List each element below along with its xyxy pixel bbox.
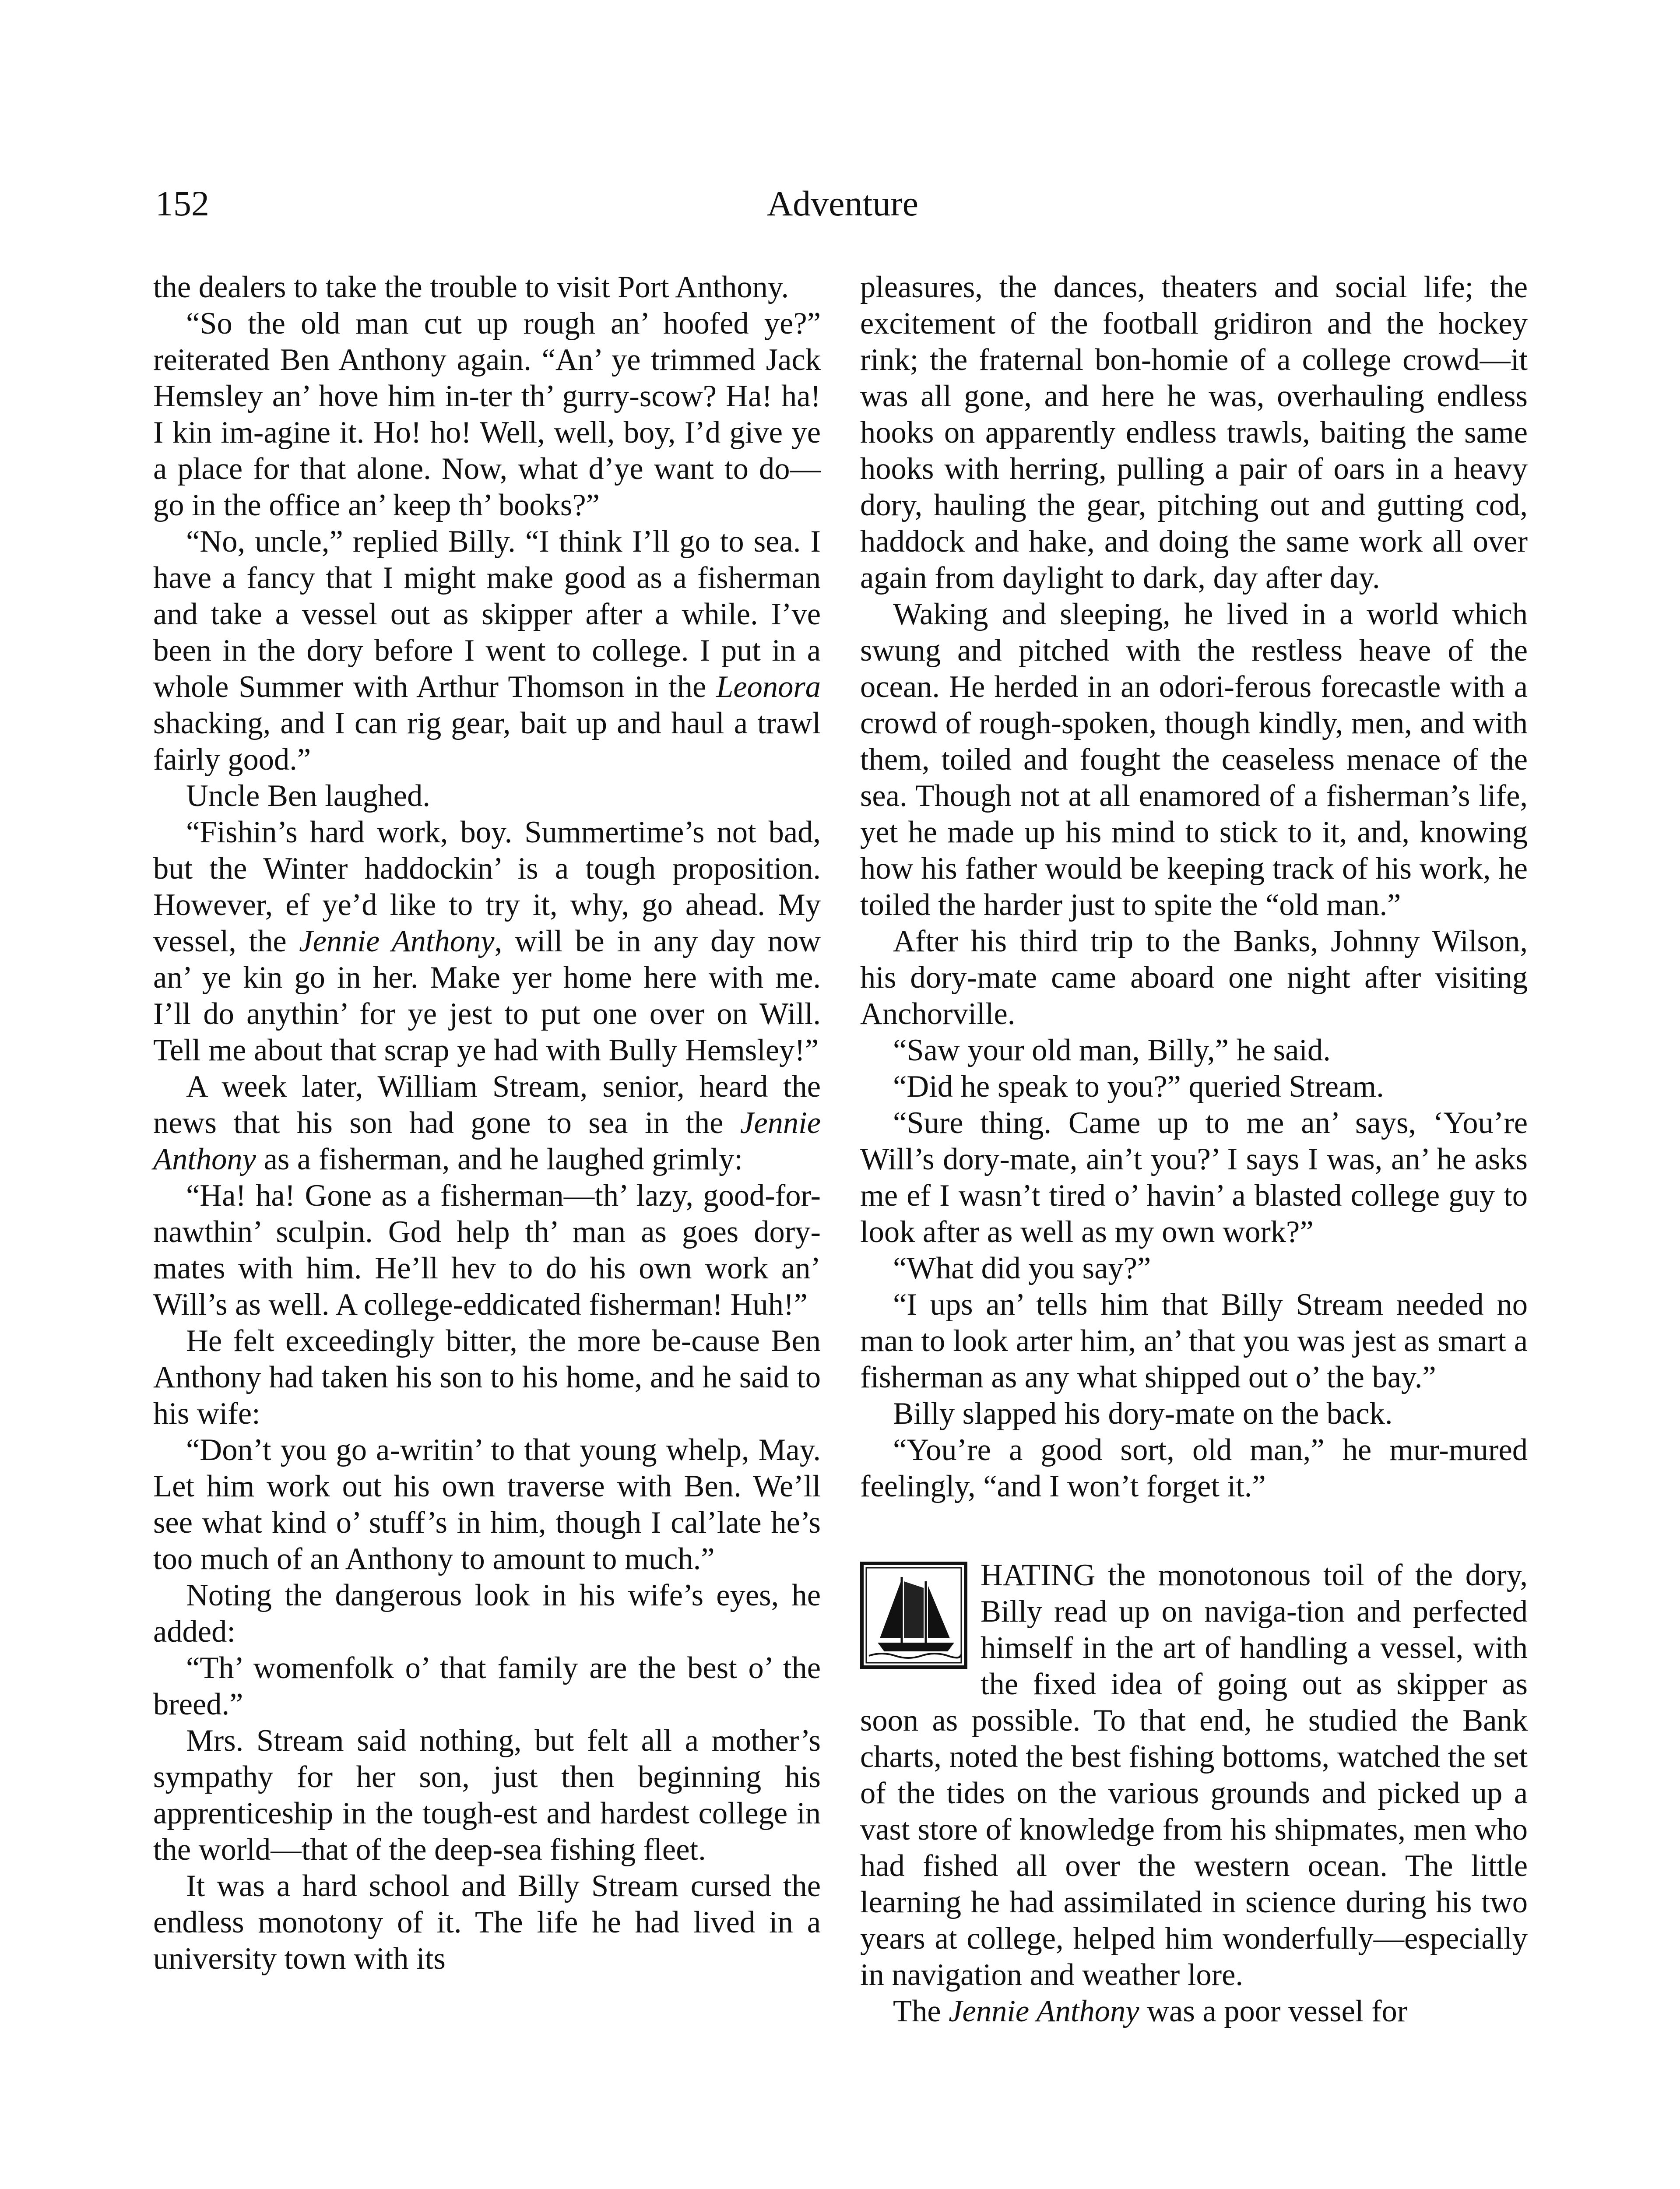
- paragraph: “Sure thing. Came up to me an’ says, ‘You’re Will’s dory-mate, ain’t you?’ I says I was, an’ he asks me ef I wasn’t tired o’ havin’ a blasted college guy to look after as well as my own work?”: [860, 1106, 1528, 1249]
- paragraph: “So the old man cut up rough an’ hoofed ye?” reiterated Ben Anthony again. “An’ ye trimmed Jack Hemsley an’ hove him in-ter th’ gurry-scow? Ha! ha! I kin im-agine it. Ho! ho! Well, well, boy, I’d give ye a place for that alone. Now, what d’ye want to do—go in the office an’ keep th’ books?”: [153, 306, 821, 522]
- paragraph: “Th’ womenfolk o’ that family are the best o’ the breed.”: [153, 1651, 821, 1721]
- ship-name: Jennie Anthony: [153, 1106, 821, 1176]
- paragraph: Uncle Ben laughed.: [186, 779, 430, 813]
- paragraph: “Ha! ha! Gone as a fisherman—th’ lazy, good-for-nawthin’ sculpin. God help th’ man as goes dory-mates with him. He’ll hev to do his own work an’ Will’s as well. A college-eddicated fisherman! Huh!”: [153, 1179, 821, 1322]
- paragraph: “No, uncle,” replied Billy. “I think I’ll go to sea. I have a fancy that I might make good as a fisherman and take a vessel out as skipper after a while. I’ve been in the dory before I went to college. I put in a whole Summer with Arthur Thomson in the Leonora shacking, and I can rig gear, bait up and haul a trawl fairly good.”: [153, 524, 821, 777]
- paragraph: “Saw your old man, Billy,” he said.: [893, 1033, 1331, 1067]
- paragraph: After his third trip to the Banks, Johnny Wilson, his dory-mate came aboard one night after visiting Anchorville.: [860, 924, 1528, 1031]
- paragraph: Noting the dangerous look in his wife’s eyes, he added:: [153, 1578, 821, 1649]
- right-column: [860, 269, 1528, 2030]
- ship-name: Jennie Anthony: [949, 1994, 1139, 2028]
- paragraph: “Did he speak to you?” queried Stream.: [893, 1070, 1384, 1104]
- ship-name: Leonora: [716, 670, 821, 704]
- paragraph: Billy slapped his dory-mate on the back.: [893, 1397, 1393, 1431]
- section-opening-paragraph: HATING the monotonous toil of the dory, Billy read up on naviga-tion and perfected himself in the art of handling a vessel, with the fixed idea of going out as skipper as soon as possible. To that end, he studied the Bank charts, noted the best fishing bottoms, watched the set of the tides on the various grounds and picked up a vast store of knowledge from his shipmates, men who had fished all over the western ocean. The little learning he had assimilated in science during his two years at college, helped him wonderfully—especially in navigation and weather lore.: [860, 1558, 1528, 1992]
- left-column: [153, 269, 821, 1977]
- paragraph: The Jennie Anthony was a poor vessel for: [893, 1994, 1408, 2028]
- paragraph: “What did you say?”: [893, 1251, 1151, 1285]
- paragraph: Mrs. Stream said nothing, but felt all a mother’s sympathy for her son, just then beginning his apprenticeship in the tough-est and hardest college in the world—that of the deep-sea fishing fleet.: [153, 1724, 821, 1867]
- paragraph: Waking and sleeping, he lived in a world which swung and pitched with the restless heave of the ocean. He herded in an odori-ferous forecastle with a crowd of rough-spoken, though kindly, men, and with them, toiled and fought the ceaseless menace of the sea. Though not at all enamored of a fisherman’s life, yet he made up his mind to stick to it, and, knowing how his father would be keeping track of his work, he toiled the harder just to spite the “old man.”: [860, 597, 1528, 922]
- page-header: [155, 179, 1530, 228]
- paragraph: It was a hard school and Billy Stream cursed the endless monotony of it. The life he had lived in a university town with its: [153, 1869, 821, 1976]
- paragraph: “Fishin’s hard work, boy. Summertime’s not bad, but the Winter haddockin’ is a tough proposition. However, ef ye’d like to try it, why, go ahead. My vessel, the Jennie Anthony, will be in any day now an’ ye kin go in her. Make yer home here with me. I’ll do anythin’ for ye jest to put one over on Will. Tell me about that scrap ye had with Bully Hemsley!”: [153, 815, 821, 1067]
- page-number: 152: [155, 183, 209, 223]
- ship-name: Jennie Anthony: [299, 924, 495, 958]
- paragraph: the dealers to take the trouble to visit Port Anthony.: [153, 270, 789, 304]
- magazine-title: Adventure: [766, 183, 919, 223]
- paragraph: “Don’t you go a-writin’ to that young whelp, May. Let him work out his own traverse with Ben. We’ll see what kind o’ stuff’s in him, though I cal’late he’s too much of an Anthony to amount to much.”: [153, 1433, 821, 1576]
- schooner-ornament-icon: [860, 1562, 967, 1669]
- paragraph: “I ups an’ tells him that Billy Stream needed no man to look arter him, an’ that you was jest as smart a fisherman as any what shipped out o’ the bay.”: [860, 1288, 1528, 1394]
- paragraph: pleasures, the dances, theaters and social life; the excitement of the football gridiron and the hockey rink; the fraternal bon-homie of a college crowd—it was all gone, and here he was, overhauling endless hooks on apparently endless trawls, baiting the same hooks with herring, pulling a pair of oars in a heavy dory, hauling the gear, pitching out and gutting cod, haddock and hake, and doing the same work all over again from daylight to dark, day after day.: [860, 270, 1528, 595]
- paragraph: He felt exceedingly bitter, the more be-cause Ben Anthony had taken his son to his home, and he said to his wife:: [153, 1324, 821, 1431]
- section-break: [860, 1505, 1528, 1557]
- paragraph: A week later, William Stream, senior, heard the news that his son had gone to sea in the Jennie Anthony as a fisherman, and he laughed grimly:: [153, 1070, 821, 1176]
- paragraph: “You’re a good sort, old man,” he mur-mured feelingly, “and I won’t forget it.”: [860, 1433, 1528, 1503]
